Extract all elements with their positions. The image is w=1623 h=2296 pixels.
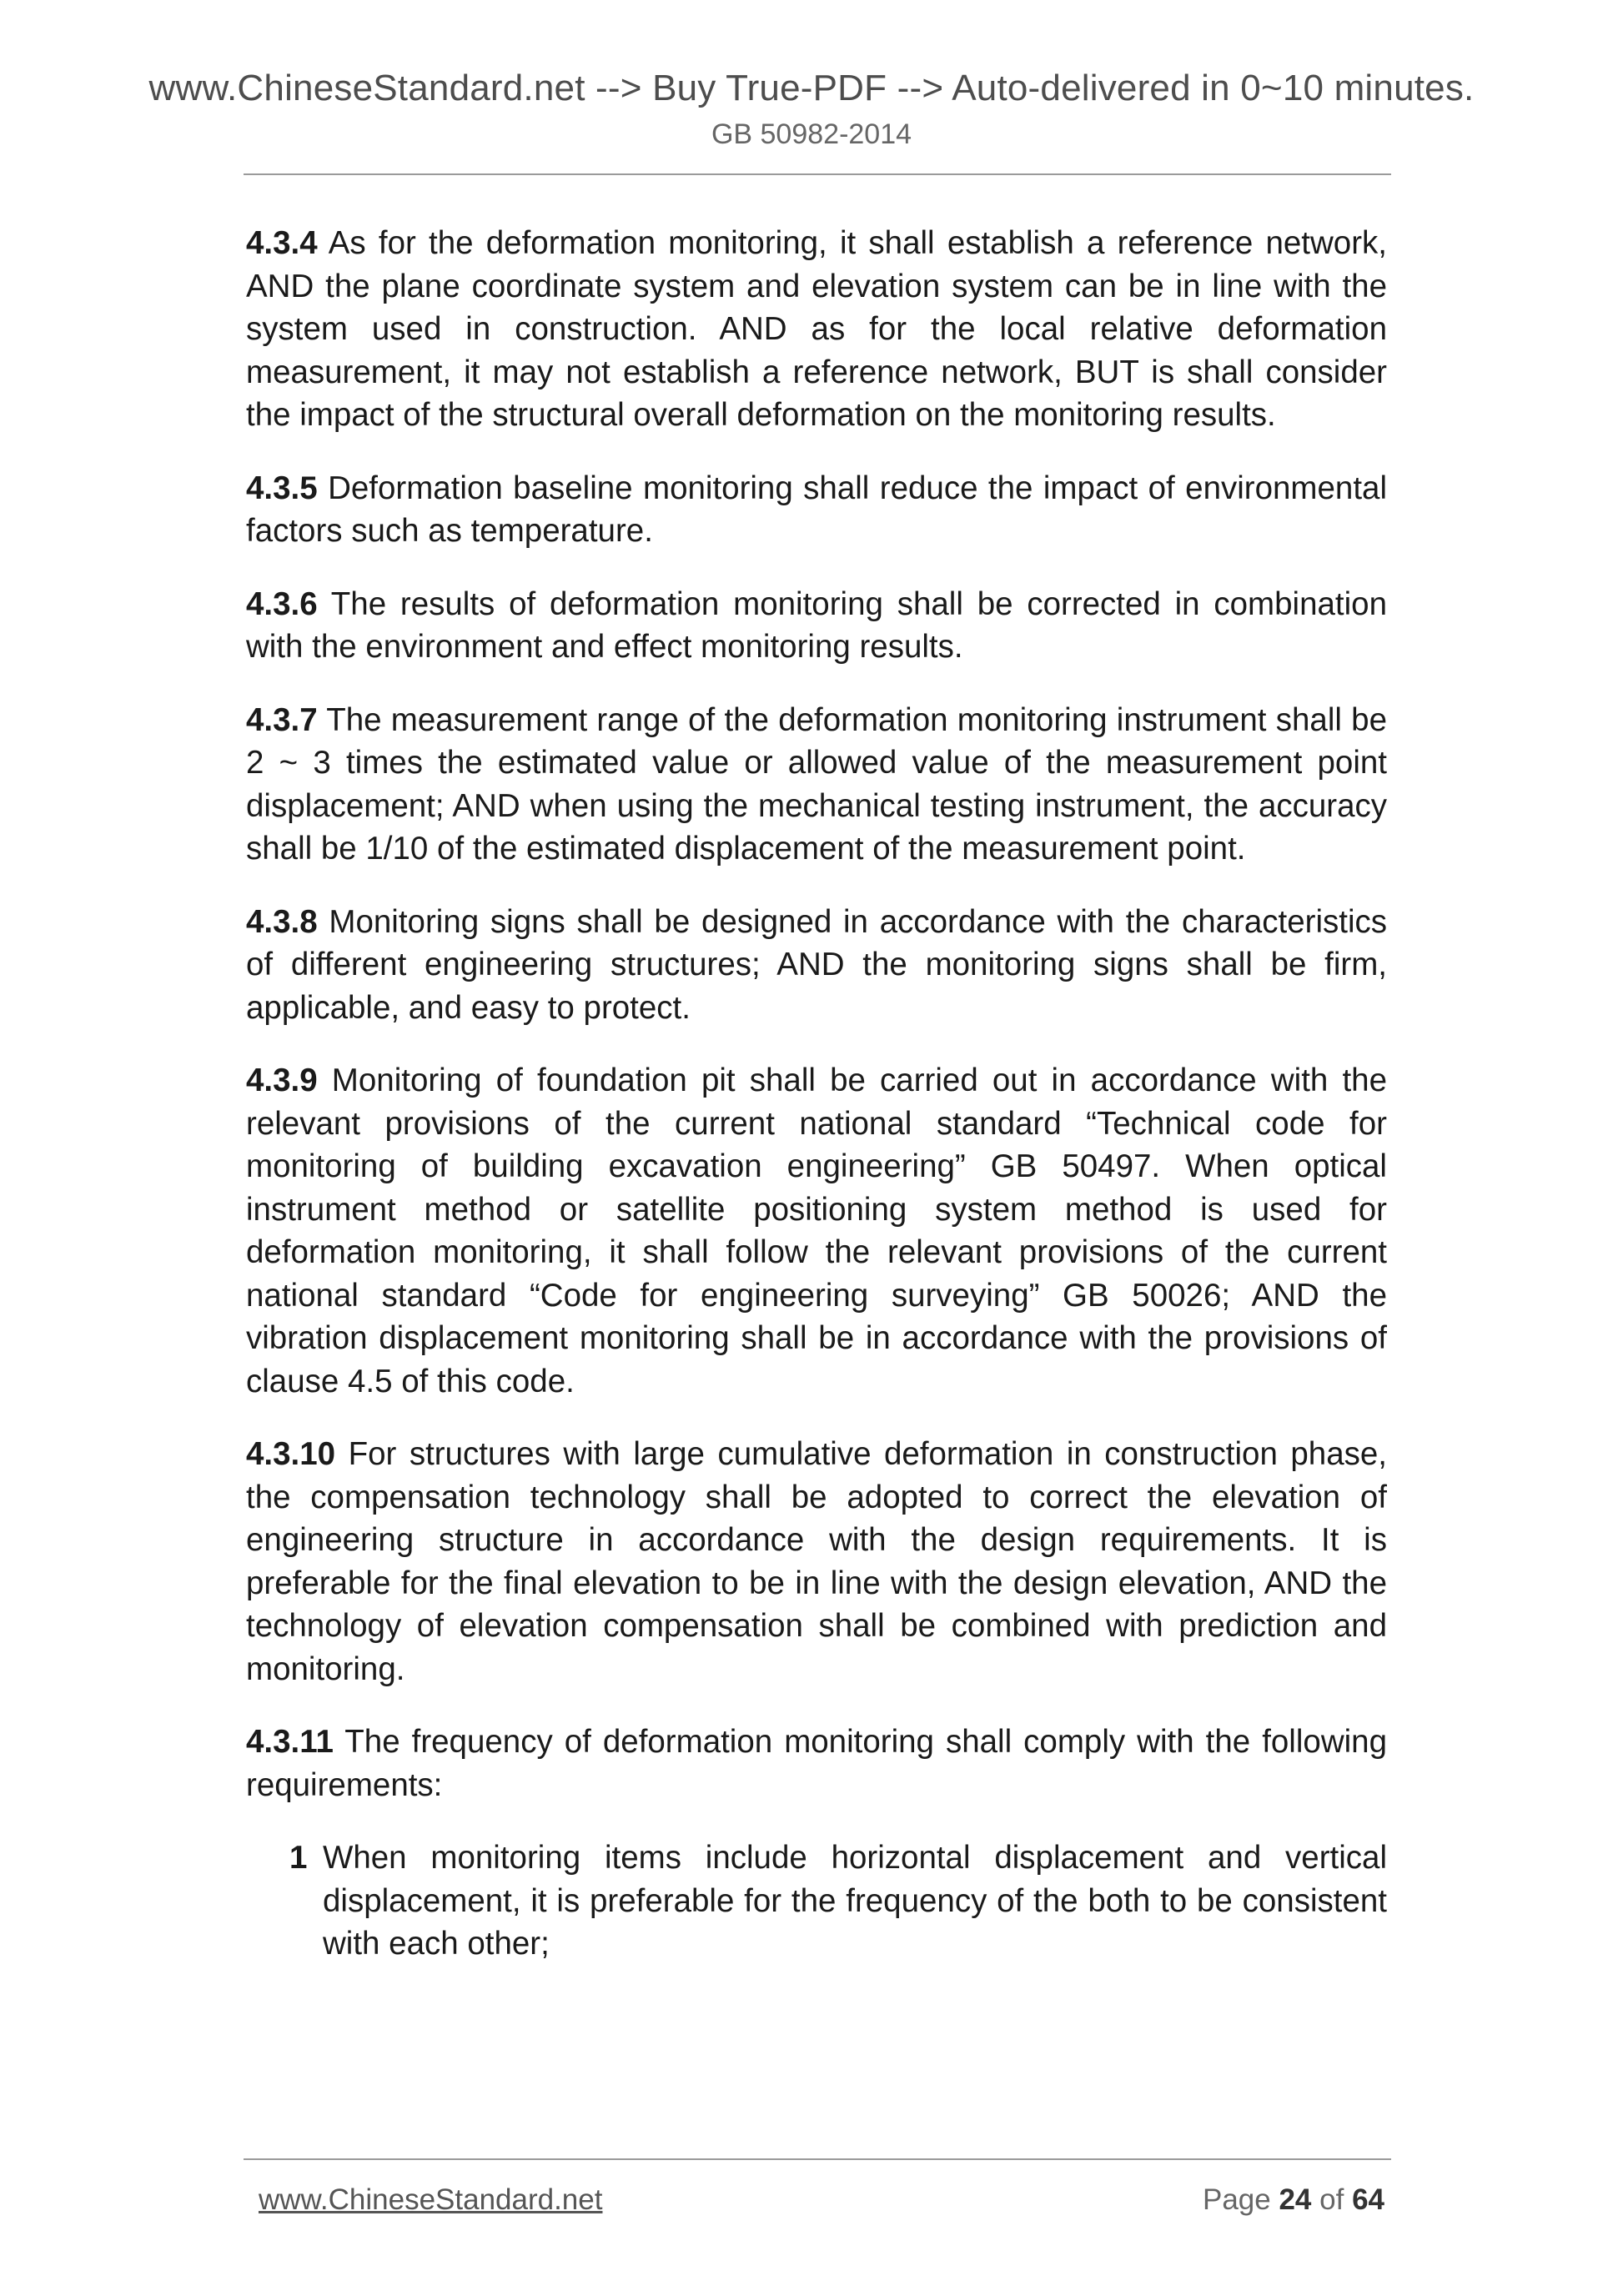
clause-text: As for the deformation monitoring, it shall establish a reference network, AND the plane coordinate system and elevation system can be in line with the system used in construction. AND as for the local relative deformation measurement, it may not establish a reference network, BUT is shall consider the impact of the structural overall deformation on the monitoring results. — [246, 225, 1387, 433]
clause-text: The frequency of deformation monitoring shall comply with the following requirements: — [246, 1724, 1387, 1803]
list-item-text: When monitoring items include horizontal displacement and vertical displacement, it is preferable for the frequency of the both to be consistent with each other; — [323, 1840, 1387, 1962]
list-item-number: 1 — [289, 1840, 308, 1876]
clause-4-3-5 — [246, 467, 1387, 553]
clause-number: 4.3.6 — [246, 585, 318, 622]
header-banner: www.ChineseStandard.net --> Buy True-PDF --> Auto-delivered in 0~10 minutes. — [148, 68, 1475, 108]
page-prefix: Page — [1202, 2183, 1271, 2216]
page-number — [1203, 2177, 1384, 2223]
clause-text: The results of deformation monitoring shall be corrected in combination with the environment and effect monitoring results. — [246, 585, 1387, 665]
footer-site-link[interactable]: www.ChineseStandard.net — [259, 2183, 603, 2216]
page-sep: of — [1319, 2183, 1344, 2216]
clause-text: The measurement range of the deformation monitoring instrument shall be 2 ~ 3 times the estimated value or allowed value of the measurement point displacement; AND when using the mechanical testing instrument, the accuracy shall be 1/10 of the estimated displacement of the measurement point. — [246, 701, 1387, 867]
list-item — [246, 1836, 1387, 1966]
clause-4-3-6 — [246, 583, 1387, 669]
page-header — [0, 65, 1623, 153]
clause-4-3-10 — [246, 1433, 1387, 1691]
clause-4-3-11 — [246, 1721, 1387, 1806]
clause-number: 4.3.8 — [246, 903, 318, 940]
footer-divider — [244, 2158, 1391, 2160]
page-footer — [259, 2177, 1384, 2223]
clause-text: For structures with large cumulative deformation in construction phase, the compensation technology shall be adopted to correct the elevation of engineering structure in accordance with the design requirements. It is preferable for the final elevation to be in line with the design elevation, AND the technology of elevation compensation shall be combined with prediction and monitoring. — [246, 1436, 1387, 1687]
clause-number: 4.3.10 — [246, 1436, 336, 1472]
document-code: GB 50982-2014 — [711, 118, 912, 150]
clause-text: Deformation baseline monitoring shall reduce the impact of environmental factors such as temperature. — [246, 470, 1387, 549]
clause-number: 4.3.7 — [246, 701, 318, 738]
clause-text: Monitoring signs shall be designed in accordance with the characteristics of different engineering structures; AND the monitoring signs shall be firm, applicable, and easy to protect. — [246, 903, 1387, 1026]
clause-number: 4.3.5 — [246, 470, 318, 506]
clause-4-3-7 — [246, 699, 1387, 871]
page-total: 64 — [1352, 2183, 1384, 2216]
clause-4-3-4 — [246, 222, 1387, 437]
document-body — [246, 222, 1387, 1966]
header-divider — [244, 173, 1391, 175]
page-current: 24 — [1279, 2183, 1312, 2216]
clause-4-3-9 — [246, 1059, 1387, 1403]
clause-number: 4.3.11 — [246, 1724, 334, 1760]
clause-number: 4.3.9 — [246, 1063, 318, 1098]
clause-4-3-8 — [246, 901, 1387, 1030]
clause-text: Monitoring of foundation pit shall be carried out in accordance with the relevant provisions of the current national standard “Technical code for monitoring of building excavation engineering” GB 50497. When optical instrument method or satellite positioning system method is used for deformation monitoring, it shall follow the relevant provisions of the current national standard “Code for engineering surveying” GB 50026; AND the vibration displacement monitoring shall be in accordance with the provisions of clause 4.5 of this code. — [246, 1063, 1387, 1399]
clause-number: 4.3.4 — [246, 225, 318, 261]
